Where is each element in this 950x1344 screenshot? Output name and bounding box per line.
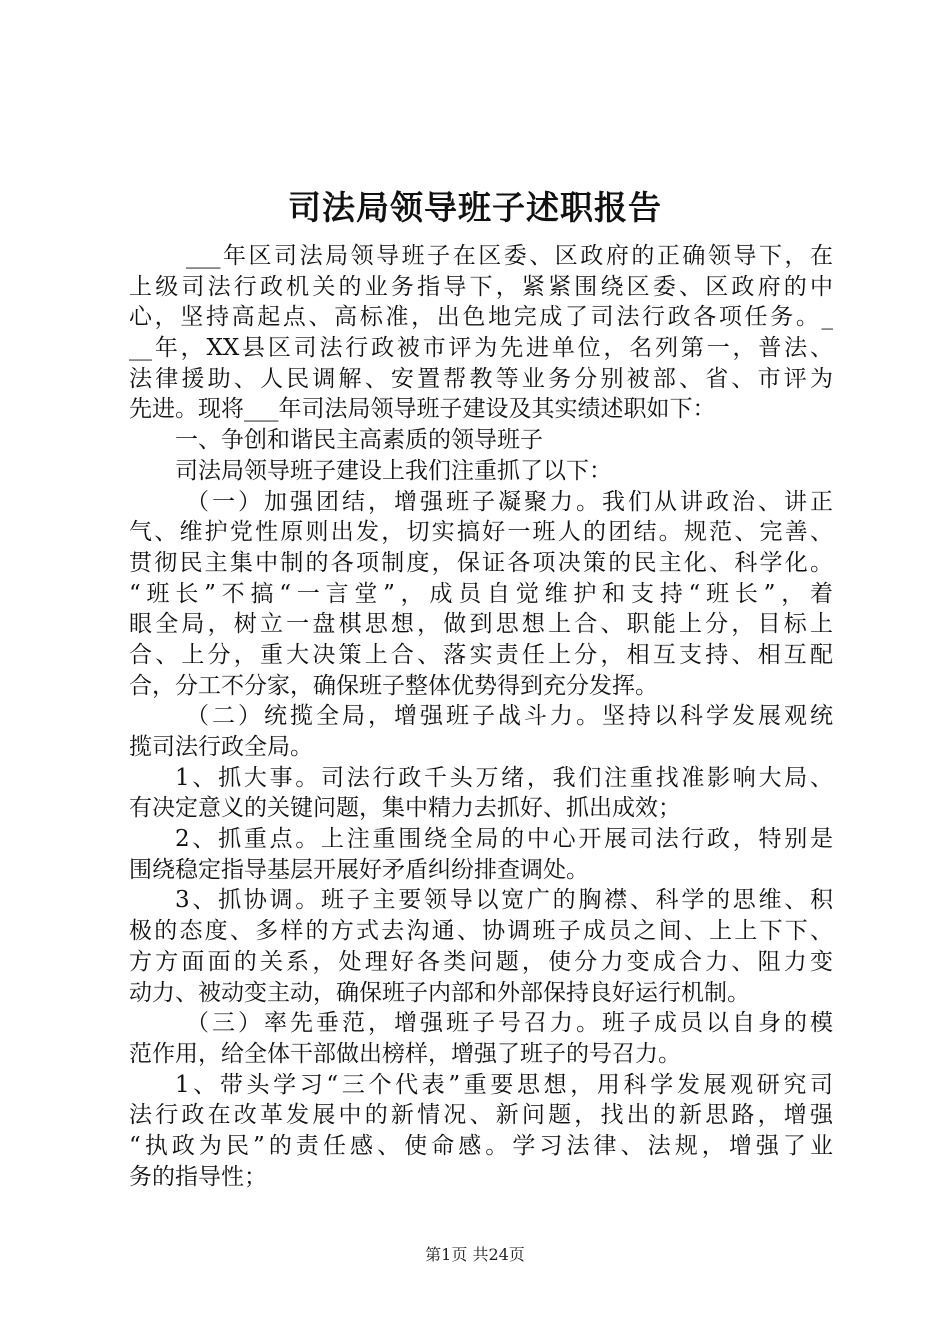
body-line: “班长”不搞“一言堂”，成员自觉维护和支持“班长”，着	[129, 580, 833, 607]
body-line: 法律援助、人民调解、安置帮教等业务分别被部、省、市评为	[129, 365, 833, 392]
body-line: 心，坚持高起点、高标准，出色地完成了司法行政各项任务。_	[129, 304, 833, 331]
body-line: 先进。现将___年司法局领导班子建设及其实绩述职如下：	[129, 396, 716, 423]
body-line: 动力、被动变主动，确保班子内部和外部保持良好运行机制。	[129, 979, 750, 1006]
body-line: 范作用，给全体干部做出榜样，增强了班子的号召力。	[129, 1040, 681, 1067]
body-line: __年，XX县区司法行政被市评为先进单位，名列第一，普法、	[129, 335, 833, 362]
body-line: 法行政在改革发展中的新情况、新问题，找出的新思路，增强	[129, 1102, 833, 1129]
body-line: （三）率先垂范，增强班子号召力。班子成员以自身的模	[186, 1010, 833, 1037]
body-line: 司法局领导班子建设上我们注重抓了以下：	[175, 457, 612, 484]
body-line: 眼全局，树立一盘棋思想，做到思想上合、职能上分，目标上	[129, 611, 833, 638]
body-line: （一）加强团结，增强班子凝聚力。我们从讲政治、讲正	[186, 488, 833, 515]
body-line: 务的指导性；	[129, 1163, 267, 1190]
body-line: 围绕稳定指导基层开展好矛盾纠纷排查调处。	[129, 856, 589, 883]
body-line: ___年区司法局领导班子在区委、区政府的正确领导下，在	[186, 243, 833, 269]
document-title: 司法局领导班子述职报告	[288, 188, 662, 227]
body-line: 2、抓重点。上注重围绕全局的中心开展司法行政，特别是	[175, 826, 833, 853]
body-line: 1、抓大事。司法行政千头万绪，我们注重找准影响大局、	[175, 764, 833, 791]
page-number: 第1页 共24页	[425, 1245, 525, 1264]
body-line: 合、上分，重大决策上合、落实责任上分，相互支持、相互配	[129, 641, 833, 668]
body-line: 气、维护党性原则出发，切实搞好一班人的团结。规范、完善、	[129, 519, 833, 546]
body-line: 贯彻民主集中制的各项制度，保证各项决策的民主化、科学化。	[129, 549, 833, 576]
body-line: “执政为民”的责任感、使命感。学习法律、法规，增强了业	[129, 1132, 833, 1159]
body-line: 1、带头学习“三个代表”重要思想，用科学发展观研究司	[175, 1071, 833, 1098]
body-line: 方方面面的关系，处理好各类问题，使分力变成合力、阻力变	[129, 948, 833, 975]
body-line: 合，分工不分家，确保班子整体优势得到充分发挥。	[129, 672, 658, 699]
body-line: 3、抓协调。班子主要领导以宽广的胸襟、科学的思维、积	[175, 887, 833, 914]
body-line: 揽司法行政全局。	[129, 734, 313, 760]
body-line: （二）统揽全局，增强班子战斗力。坚持以科学发展观统	[186, 703, 833, 730]
body-line: 极的态度、多样的方式去沟通、协调班子成员之间、上上下下、	[129, 918, 833, 945]
body-line: 上级司法行政机关的业务指导下，紧紧围绕区委、区政府的中	[129, 273, 833, 300]
section-heading: 一、争创和谐民主高素质的领导班子	[175, 427, 543, 454]
body-line: 有决定意义的关键问题，集中精力去抓好、抓出成效；	[129, 795, 681, 822]
document-body	[129, 241, 833, 1192]
